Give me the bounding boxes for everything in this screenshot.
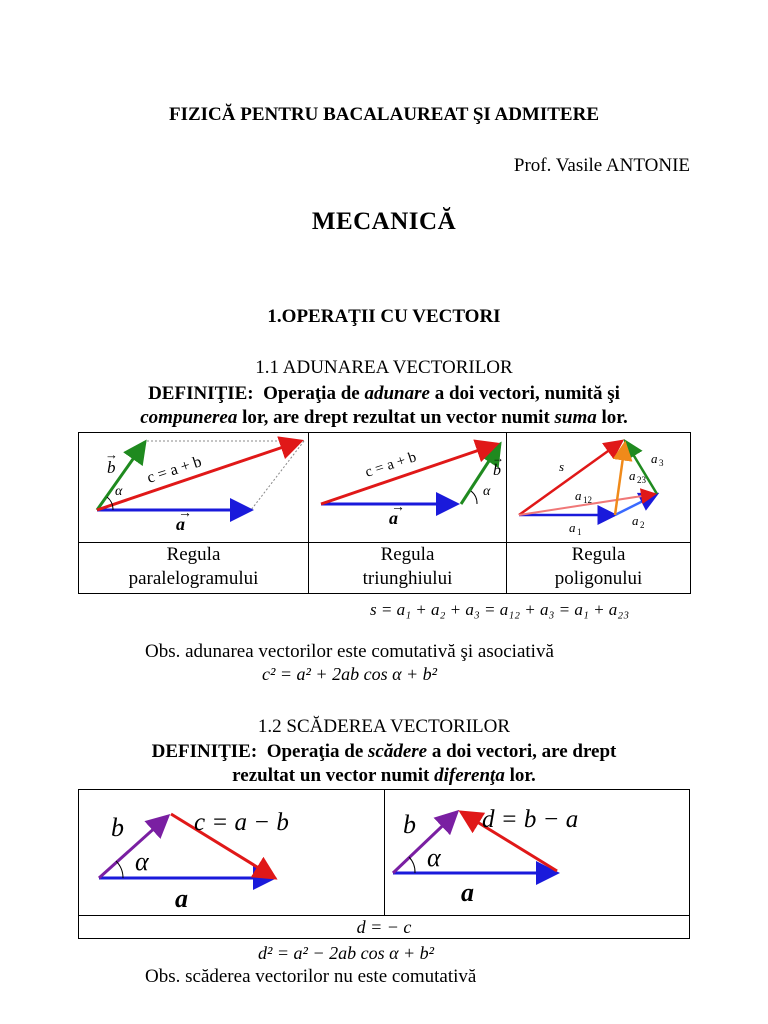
polygon-figure <box>507 433 691 543</box>
addition-figure-table <box>78 432 691 594</box>
definition-text: lor. <box>509 765 536 786</box>
vector-s-label: s <box>559 459 565 474</box>
vector-b-label: b <box>111 813 124 842</box>
observation-subtraction: Obs. scăderea vectorilor nu este comutativă <box>145 966 477 987</box>
definition-text: lor. <box>601 407 628 428</box>
vector-a-label: a <box>175 884 188 910</box>
vector-c-arrow <box>97 441 301 510</box>
definition-text: a doi vectori, are drept <box>431 741 617 762</box>
vector-a-label: a <box>176 514 185 534</box>
d-difference-label: d = b − a <box>482 806 579 833</box>
definition-emphasis: diferenţa <box>434 765 505 786</box>
page-title: MECANICĂ <box>311 208 457 235</box>
svg-text:→: → <box>105 447 118 462</box>
definition-label: DEFINIŢIE: <box>148 383 254 404</box>
observation-addition: Obs. adunarea vectorilor este comutativă şi asociativă <box>145 641 554 662</box>
definition-emphasis: scădere <box>368 741 428 762</box>
parallelogram-figure <box>79 433 309 543</box>
triangle-figure <box>309 433 507 543</box>
cosine-law-subtraction: d² = a² − 2ab cos α + b² <box>258 943 435 963</box>
sum-equation: s = a₁ + a₂ + a₃ = a₁₂ + a₃ = a₁ + a₂₃ <box>370 600 630 619</box>
svg-text:→: → <box>391 500 405 515</box>
subtraction-figure-table <box>78 789 690 939</box>
definition-subtraction <box>0 740 768 788</box>
vector-b-label: b <box>493 462 501 479</box>
vector-b-label: b <box>403 810 416 839</box>
rule-caption: Regula triunghiului <box>309 543 507 594</box>
definition-emphasis: suma <box>554 407 597 428</box>
difference-c-figure <box>79 790 385 916</box>
svg-text:23: 23 <box>637 475 646 485</box>
subsection-heading-subtraction: 1.2 SCĂDEREA VECTORILOR <box>257 716 511 737</box>
vector-s-arrow <box>519 441 622 515</box>
svg-text:2: 2 <box>640 520 645 530</box>
c-difference-label: c = a − b <box>194 809 289 836</box>
vector-a12-label: a <box>575 488 582 503</box>
definition-text: lor, are drept rezultat un vector numit <box>242 407 550 428</box>
definition-label: DEFINIŢIE: <box>151 741 258 762</box>
difference-d-figure <box>385 790 690 916</box>
vector-b-label: b <box>107 458 116 477</box>
definition-text: rezultat un vector numit <box>232 765 430 786</box>
vector-b-arrow <box>99 816 168 878</box>
vector-a3-label: a <box>651 451 658 466</box>
author-name: Prof. Vasile ANTONIE <box>513 155 690 176</box>
definition-emphasis: compunerea <box>140 407 238 428</box>
svg-text:3: 3 <box>659 458 664 468</box>
vector-a-label: a <box>389 508 398 528</box>
definition-text: a doi vectori, numită şi <box>434 383 620 404</box>
definition-addition <box>0 382 768 430</box>
section-heading: 1.OPERAŢII CU VECTORI <box>267 306 501 327</box>
svg-text:→: → <box>492 451 504 465</box>
c-equation-label: c = a + b <box>363 449 419 481</box>
d-minus-c-relation: d = − c <box>79 916 690 939</box>
c-equation-label: c = a + b <box>144 453 204 487</box>
definition-text: Operaţia de <box>263 383 360 404</box>
vector-a23-arrow <box>615 443 625 515</box>
vec-arrow-glyph: → <box>178 506 192 521</box>
definition-emphasis: adunare <box>364 383 430 404</box>
alpha-label: α <box>135 847 149 876</box>
svg-text:1: 1 <box>577 527 582 537</box>
svg-text:12: 12 <box>583 495 592 505</box>
vector-a-label: a <box>461 878 474 907</box>
rule-caption: Regula poligonului <box>507 543 691 594</box>
subsection-heading-addition: 1.1 ADUNAREA VECTORILOR <box>255 357 513 378</box>
alpha-label: α <box>483 484 491 499</box>
cosine-law-addition: c² = a² + 2ab cos α + b² <box>262 664 438 684</box>
alpha-label: α <box>427 843 441 872</box>
alpha-label: α <box>115 484 123 499</box>
vector-a23-label: a <box>629 468 636 483</box>
rule-caption: Regula paralelogramului <box>79 543 309 594</box>
vector-a2-label: a <box>632 513 639 528</box>
vector-a1-label: a <box>569 520 576 535</box>
definition-text: Operaţia de <box>266 741 364 762</box>
document-header: FIZICĂ PENTRU BACALAUREAT ŞI ADMITERE <box>168 104 600 125</box>
